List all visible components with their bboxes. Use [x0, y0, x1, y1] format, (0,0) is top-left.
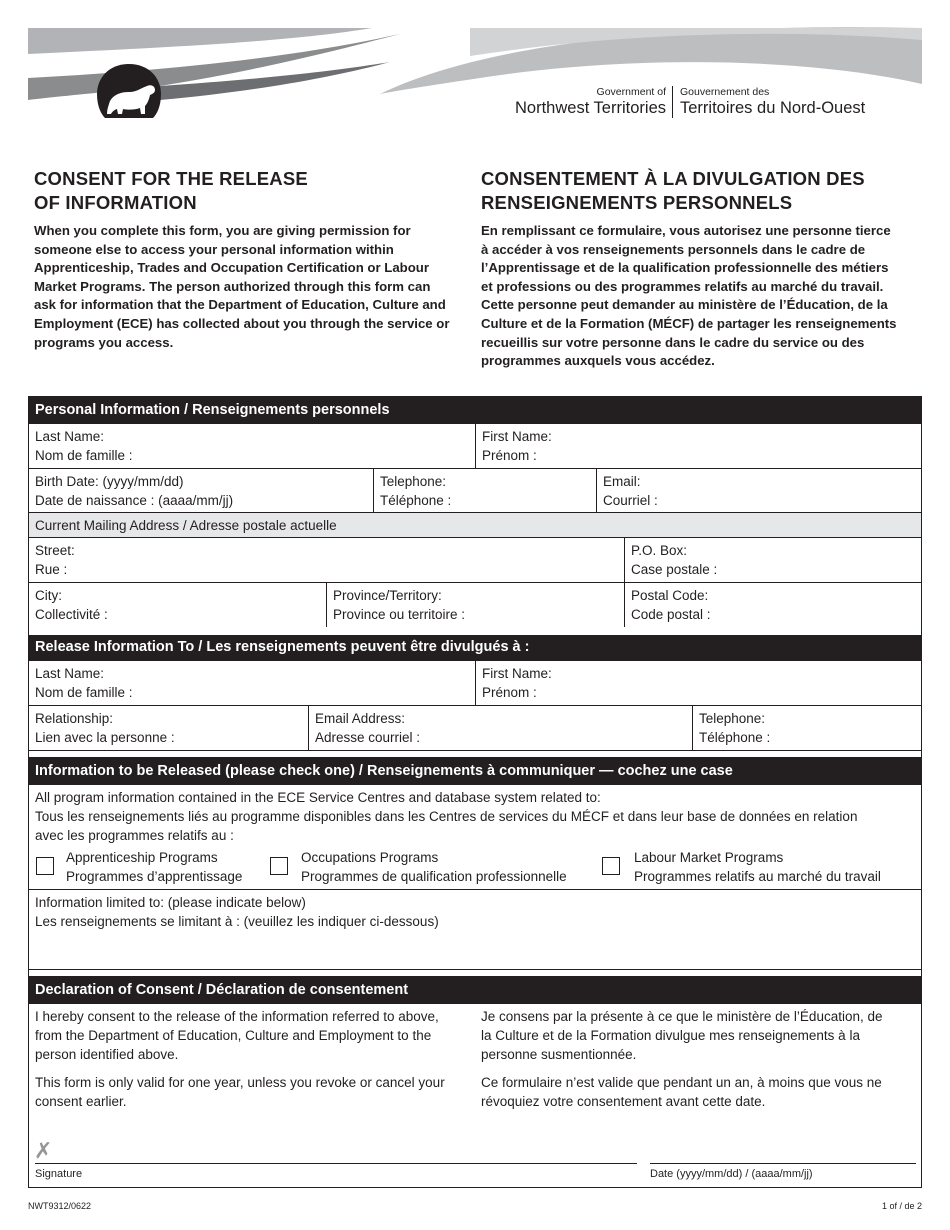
text-line: I hereby consent to the release of the information referred to above, — [35, 1009, 439, 1024]
divider — [29, 750, 921, 751]
field-label: P.O. Box: — [631, 543, 688, 558]
field-label: Telephone: — [380, 474, 447, 489]
text-line: This form is only valid for one year, unless you revoke or cancel your — [35, 1075, 445, 1090]
page-title-fr — [481, 167, 865, 215]
city-field[interactable] — [29, 583, 326, 627]
text-line: consent earlier. — [35, 1094, 127, 1109]
information-limited-field[interactable] — [29, 890, 921, 968]
postal-code-field[interactable] — [625, 583, 921, 627]
polar-bear-logo — [95, 62, 163, 120]
intro-en-line: When you complete this form, you are giving permission for — [34, 223, 411, 238]
apprenticeship-label — [66, 848, 242, 886]
labour-market-label — [634, 848, 881, 886]
date-line[interactable] — [650, 1163, 916, 1164]
text-line: Tous les renseignements liés au programme disponibles dans les Centres de services du MÉCF et dans leur base de données en relation — [35, 809, 858, 824]
release-first-name-field[interactable] — [476, 661, 921, 705]
intro-fr-line: l’Apprentissage et de la qualification professionnelle des métiers — [481, 260, 889, 276]
field-label: City: — [35, 588, 62, 603]
option-label: Programmes de qualification professionnelle — [301, 869, 567, 884]
occupations-label — [301, 848, 567, 886]
personal-first-name-field[interactable] — [476, 424, 921, 468]
release-info-heading: Release Information To / Les renseignements peuvent être divulgués à : — [28, 633, 922, 661]
field-label: Case postale : — [631, 562, 718, 577]
field-label: Province/Territory: — [333, 588, 442, 603]
intro-en — [34, 222, 449, 352]
occupations-checkbox[interactable] — [270, 857, 288, 875]
field-label: First Name: — [482, 429, 552, 444]
text-line: la Culture et de la Formation divulgue mes renseignements à la — [481, 1028, 860, 1043]
field-label: Last Name: — [35, 666, 105, 681]
text-line: All program information contained in the ECE Service Centres and database system related to: — [35, 790, 601, 805]
field-label: Street: — [35, 543, 75, 558]
gov-en-small: Government of — [596, 86, 666, 98]
signature-x-icon: ✗ — [34, 1138, 53, 1163]
text-line: Je consens par la présente à ce que le ministère de l’Éducation, de — [481, 1009, 883, 1024]
gov-fr-big: Territoires du Nord-Ouest — [680, 99, 866, 117]
intro-fr — [481, 222, 897, 371]
option-label: Programmes d’apprentissage — [66, 869, 243, 884]
release-email-field[interactable] — [309, 706, 692, 750]
po-box-field[interactable] — [625, 538, 921, 582]
text-line: Ce formulaire n’est valide que pendant un an, à moins que vous ne — [481, 1075, 882, 1090]
intro-fr-line: Culture et de la Formation (MÉCF) de partager les renseignements — [481, 315, 897, 331]
intro-fr-line: à accéder à vos renseignements personnels dans le cadre de — [481, 241, 866, 257]
page-title-en — [34, 167, 308, 215]
intro-fr-line: et professions ou des programmes relatifs au marché du travail. — [481, 278, 884, 294]
intro-en-line: ask for information that the Department of Education, Culture and — [34, 297, 446, 313]
title-fr-line-2: RENSEIGNEMENTS PERSONNELS — [481, 192, 793, 213]
declaration-fr-paragraph-2 — [481, 1073, 917, 1111]
all-program-info-text — [29, 785, 921, 845]
field-label: Prénom : — [482, 448, 537, 463]
title-fr-line-1: CONSENTEMENT À LA DIVULGATION DES — [481, 168, 865, 189]
personal-last-name-field[interactable] — [29, 424, 475, 468]
intro-en-line: Market Programs. The person authorized through this form can — [34, 278, 431, 294]
gov-name-en — [500, 86, 666, 118]
option-label: Apprenticeship Programs — [66, 850, 218, 865]
street-field[interactable] — [29, 538, 624, 582]
field-label: Postal Code: — [631, 588, 709, 603]
field-label: Courriel : — [603, 493, 658, 508]
title-en-line-1: CONSENT FOR THE RELEASE — [34, 168, 308, 189]
title-en-line-2: OF INFORMATION — [34, 192, 197, 213]
field-label: Nom de famille : — [35, 685, 133, 700]
declaration-heading: Declaration of Consent / Déclaration de consentement — [28, 976, 922, 1004]
text-line: personne susmentionnée. — [481, 1047, 637, 1062]
field-label: Lien avec la personne : — [35, 730, 175, 745]
field-label: Date de naissance : (aaaa/mm/jj) — [35, 493, 234, 508]
field-label: Prénom : — [482, 685, 537, 700]
field-label: Code postal : — [631, 607, 711, 622]
release-telephone-field[interactable] — [693, 706, 921, 750]
form-id: NWT9312/0622 — [28, 1201, 92, 1211]
option-label: Occupations Programs — [301, 850, 439, 865]
field-label: Last Name: — [35, 429, 105, 444]
field-label: Province ou territoire : — [333, 607, 466, 622]
apprenticeship-checkbox[interactable] — [36, 857, 54, 875]
intro-en-line: Apprenticeship, Trades and Occupation Certification or Labour — [34, 260, 429, 276]
personal-info-heading: Personal Information / Renseignements personnels — [28, 396, 922, 424]
gov-fr-small: Gouvernement des — [680, 86, 770, 98]
intro-fr-line: recueillis sur votre personne dans le cadre du service ou des — [481, 334, 865, 350]
field-label: Email: — [603, 474, 641, 489]
intro-fr-line: programmes auxquels vous accédez. — [481, 353, 715, 369]
page-header — [0, 0, 950, 130]
declaration-fr-paragraph-1 — [481, 1007, 917, 1064]
field-label: Relationship: — [35, 711, 114, 726]
gov-name-fr — [680, 86, 910, 118]
intro-en-line: someone else to access your personal information within — [34, 241, 394, 257]
gov-en-big: Northwest Territories — [515, 99, 666, 117]
field-label: Email Address: — [315, 711, 406, 726]
declaration-en-paragraph-2 — [35, 1073, 475, 1111]
declaration-en-paragraph-1 — [35, 1007, 475, 1064]
field-label: Birth Date: (yyyy/mm/dd) — [35, 474, 184, 489]
text-line: avec les programmes relatifs au : — [35, 828, 234, 843]
personal-email-field[interactable] — [597, 469, 921, 513]
field-label: Rue : — [35, 562, 68, 577]
signature-label: Signature — [35, 1168, 83, 1180]
option-label: Labour Market Programs — [634, 850, 784, 865]
field-label: Les renseignements se limitant à : (veuillez les indiquer ci-dessous) — [35, 914, 439, 929]
field-label: Information limited to: (please indicate below) — [35, 895, 306, 910]
page-number: 1 of / de 2 — [881, 1201, 922, 1211]
intro-en-line: programs you access. — [34, 334, 174, 350]
section-gap — [29, 627, 921, 635]
province-field[interactable] — [327, 583, 624, 627]
text-line: révoquiez votre consentement avant cette date. — [481, 1094, 766, 1109]
labour-market-checkbox[interactable] — [602, 857, 620, 875]
field-label: First Name: — [482, 666, 552, 681]
date-label: Date (yyyy/mm/dd) / (aaaa/mm/jj) — [650, 1168, 813, 1180]
field-label: Collectivité : — [35, 607, 108, 622]
gov-divider — [672, 86, 673, 118]
option-label: Programmes relatifs au marché du travail — [634, 869, 881, 884]
field-label: Telephone: — [699, 711, 766, 726]
intro-fr-line: En remplissant ce formulaire, vous autorisez une personne tierce — [481, 223, 891, 238]
intro-en-line: Employment (ECE) has collected about you through the service or — [34, 315, 450, 331]
signature-line[interactable] — [35, 1163, 637, 1164]
consent-form — [28, 396, 922, 1188]
field-label: Téléphone : — [699, 730, 771, 745]
text-line: from the Department of Education, Culture and Employment to the — [35, 1028, 432, 1043]
field-label: Nom de famille : — [35, 448, 133, 463]
field-label: Adresse courriel : — [315, 730, 421, 745]
text-line: person identified above. — [35, 1047, 179, 1062]
release-last-name-field[interactable] — [29, 661, 475, 705]
relationship-field[interactable] — [29, 706, 308, 750]
field-label: Téléphone : — [380, 493, 452, 508]
personal-telephone-field[interactable] — [374, 469, 596, 513]
intro-fr-line: Cette personne peut demander au ministère de l’Éducation, de la — [481, 297, 888, 313]
mailing-address-heading: Current Mailing Address / Adresse postale actuelle — [29, 512, 921, 538]
info-released-heading: Information to be Released (please check one) / Renseignements à communiquer — cochez une case — [28, 757, 922, 785]
birth-date-field[interactable] — [29, 469, 373, 513]
